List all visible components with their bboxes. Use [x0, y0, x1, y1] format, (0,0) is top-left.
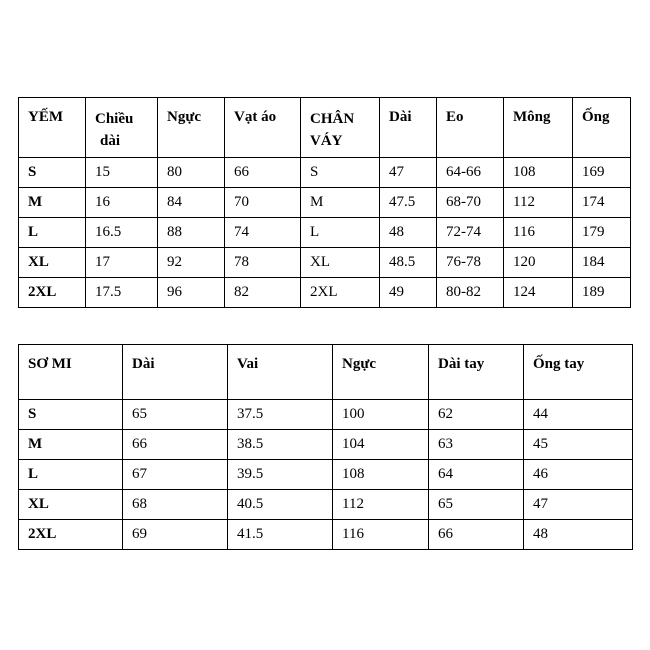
table-cell: 47: [524, 490, 633, 520]
table-cell: S: [19, 158, 86, 188]
table-cell: XL: [19, 248, 86, 278]
table-cell: S: [19, 400, 123, 430]
table-cell: 96: [158, 278, 225, 308]
table-cell: 74: [225, 218, 301, 248]
table-cell: L: [19, 218, 86, 248]
table-cell: 40.5: [228, 490, 333, 520]
table-cell: 70: [225, 188, 301, 218]
header-so-mi: SƠ MI: [19, 345, 123, 400]
table-cell: 179: [573, 218, 631, 248]
table-cell: 17: [86, 248, 158, 278]
table-cell: 48.5: [380, 248, 437, 278]
table-cell: 44: [524, 400, 633, 430]
table-cell: M: [301, 188, 380, 218]
table-cell: 2XL: [19, 520, 123, 550]
header-dai: Dài: [380, 98, 437, 158]
header-vai: Vai: [228, 345, 333, 400]
header-nguc: Ngực: [333, 345, 429, 400]
table-cell: 169: [573, 158, 631, 188]
table-cell: 65: [123, 400, 228, 430]
table-cell: 76-78: [437, 248, 504, 278]
table-cell: 16.5: [86, 218, 158, 248]
header-chan-vay: CHÂN VÁY: [301, 98, 380, 158]
size-table-yem-chan-vay: [18, 97, 631, 308]
header-yem: YẾM: [19, 98, 86, 158]
table-cell: 116: [333, 520, 429, 550]
table-cell: 189: [573, 278, 631, 308]
table-row: [19, 218, 631, 248]
table-cell: 68-70: [437, 188, 504, 218]
table-cell: 112: [333, 490, 429, 520]
table-cell: 2XL: [19, 278, 86, 308]
table-cell: L: [19, 460, 123, 490]
table-cell: 108: [504, 158, 573, 188]
table-cell: S: [301, 158, 380, 188]
table-cell: 47.5: [380, 188, 437, 218]
table-cell: 66: [123, 430, 228, 460]
table-cell: 17.5: [86, 278, 158, 308]
table-cell: 41.5: [228, 520, 333, 550]
table-row: [19, 460, 633, 490]
table-cell: 88: [158, 218, 225, 248]
table-cell: L: [301, 218, 380, 248]
table-cell: 65: [429, 490, 524, 520]
table-cell: 39.5: [228, 460, 333, 490]
table-cell: 46: [524, 460, 633, 490]
table-row: [19, 188, 631, 218]
table-cell: 37.5: [228, 400, 333, 430]
table-cell: 80: [158, 158, 225, 188]
table-cell: 116: [504, 218, 573, 248]
table-cell: 82: [225, 278, 301, 308]
header-vat-ao: Vạt áo: [225, 98, 301, 158]
table-cell: 84: [158, 188, 225, 218]
header-eo: Eo: [437, 98, 504, 158]
table-cell: 184: [573, 248, 631, 278]
header-nguc: Ngực: [158, 98, 225, 158]
table-cell: 72-74: [437, 218, 504, 248]
table-cell: 16: [86, 188, 158, 218]
table-cell: 120: [504, 248, 573, 278]
table-cell: 69: [123, 520, 228, 550]
table-cell: XL: [301, 248, 380, 278]
table-row: [19, 248, 631, 278]
table-cell: 66: [429, 520, 524, 550]
table-cell: 100: [333, 400, 429, 430]
table-header-row: [19, 98, 631, 158]
table-cell: 80-82: [437, 278, 504, 308]
table-cell: 48: [524, 520, 633, 550]
table-row: [19, 430, 633, 460]
table-row: [19, 278, 631, 308]
table-row: [19, 520, 633, 550]
table-row: [19, 158, 631, 188]
header-mong: Mông: [504, 98, 573, 158]
table-row: [19, 400, 633, 430]
header-ong-tay: Ống tay: [524, 345, 633, 400]
header-dai: Dài: [123, 345, 228, 400]
table-cell: 63: [429, 430, 524, 460]
table-cell: 174: [573, 188, 631, 218]
table-cell: 47: [380, 158, 437, 188]
table-cell: 62: [429, 400, 524, 430]
table-cell: 48: [380, 218, 437, 248]
table-cell: 78: [225, 248, 301, 278]
table-cell: 67: [123, 460, 228, 490]
table-cell: 66: [225, 158, 301, 188]
table-cell: 2XL: [301, 278, 380, 308]
size-table-so-mi: [18, 344, 633, 550]
table-cell: 45: [524, 430, 633, 460]
table-cell: M: [19, 430, 123, 460]
table-cell: 15: [86, 158, 158, 188]
table-cell: 92: [158, 248, 225, 278]
table-cell: 68: [123, 490, 228, 520]
header-dai-tay: Dài tay: [429, 345, 524, 400]
table-cell: 38.5: [228, 430, 333, 460]
table-cell: 108: [333, 460, 429, 490]
table-row: [19, 490, 633, 520]
table-cell: M: [19, 188, 86, 218]
table-cell: 64-66: [437, 158, 504, 188]
table-cell: 49: [380, 278, 437, 308]
header-chieu-dai: Chiều dài: [86, 98, 158, 158]
header-ong: Ống: [573, 98, 631, 158]
table-cell: 112: [504, 188, 573, 218]
table-cell: XL: [19, 490, 123, 520]
table-header-row: [19, 345, 633, 400]
table-cell: 64: [429, 460, 524, 490]
table-cell: 104: [333, 430, 429, 460]
table-cell: 124: [504, 278, 573, 308]
